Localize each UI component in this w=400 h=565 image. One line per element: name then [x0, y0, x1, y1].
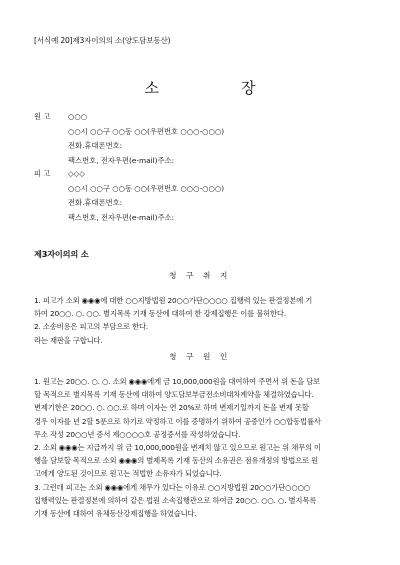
- cause-heading: 청 구 원 인: [169, 352, 231, 361]
- claim-line: 라는 재판을 구합니다.: [34, 335, 103, 345]
- cause-line: 행을 담보할 목적으로 소외 ◉◉◉의 별제목록 기재 동산의 소유권은 점유개정의 방법으로 원: [34, 456, 318, 466]
- cause-line: 3. 그런데 피고는 소외 ◉◉◉에게 채무가 있다는 이유로 ○○지방법원 20○○가단○○○○: [34, 482, 311, 492]
- cause-line: 경우 이자를 년 2할 5푼으로 하기로 약정하고 이를 증명하기 위하여 공증인가 ○○합동법률사: [34, 416, 321, 426]
- defendant-fax-email: 팩스번호, 전자우편(e-mail)주소:: [68, 212, 175, 222]
- cause-line: 변제기한은 20○○. ○. ○○.로 하며 이자는 연 20%로 하며 변제기일까지 돈을 변제 못할: [34, 403, 309, 413]
- cause-line: 기재 동산에 대하여 유체동산강제집행을 하였습니다.: [34, 508, 197, 518]
- case-title: 제3자이의의 소: [34, 249, 89, 259]
- title-char-1: 소: [144, 79, 159, 97]
- cause-line: 2. 소외 ◉◉◉는 지급까지 위 금 10,000,000원을 변제치 않고 있으므로 원고는 위 채무의 이: [34, 442, 321, 452]
- cause-body: [34, 375, 370, 520]
- defendant-name: ◇◇◇: [68, 169, 85, 178]
- form-label: [서식예 20]제3자이의의 소(양도담보동산): [34, 36, 171, 45]
- cause-line: 할 목적으로 별지목록 기재 동산에 대하여 양도담보부금전소비대차계약을 체결하였습니다.: [34, 390, 314, 400]
- cause-line: 1. 원고는 20○○. ○. ○. 소외 ◉◉◉에게 금 10,000,000원을 대여하여 주면서 위 돈을 담보: [34, 377, 320, 386]
- defendant-phone: 전화.휴대폰번호:: [68, 198, 123, 207]
- cause-line: 고에게 양도된 것이므로 원고는 적법한 소유자가 되었습니다.: [34, 469, 222, 479]
- defendant-address: ○○시 ○○구 ○○동 ○○(우편번호 ○○○-○○○): [68, 183, 225, 193]
- plaintiff-name: ○○○: [68, 112, 88, 121]
- title-char-2: 장: [241, 79, 256, 97]
- cause-line: 무소 작성 20○○년 증서 제○○○○호 공정증서를 작성하였습니다.: [34, 429, 241, 439]
- defendant-details: [68, 167, 224, 225]
- plaintiff-fax-email: 팩스번호, 전자우편(e-mail)주소:: [68, 155, 175, 165]
- plaintiff-role: 원 고: [34, 112, 51, 121]
- claim-line: 2. 소송비용은 피고의 부담으로 한다.: [34, 322, 149, 332]
- plaintiff-address: ○○시 ○○구 ○○동 ○○(우편번호 ○○○-○○○): [68, 126, 225, 136]
- cause-line: 집행력있는 판결정본에 의하여 같은 법원 소속집행관으로 하여금 20○○. ○○. ○. 별지목록: [34, 495, 317, 505]
- claim-line: 하여 20○○. ○. ○○. 별지목록 기재 동산에 대하여 한 강제집행은 이를 불허한다.: [34, 309, 286, 319]
- claim-line: 1. 피고가 소외 ◉◉◉에 대한 ○○지방법원 20○○가단○○○○ 집행력 있는 판결정본에 기: [34, 296, 313, 305]
- claim-heading: 청 구 취 지: [169, 271, 231, 280]
- defendant-role: 피 고: [34, 169, 51, 178]
- document-title: [0, 77, 400, 98]
- plaintiff-details: [68, 110, 224, 168]
- claim-body: [34, 294, 370, 347]
- plaintiff-phone: 전화.휴대폰번호:: [68, 141, 123, 150]
